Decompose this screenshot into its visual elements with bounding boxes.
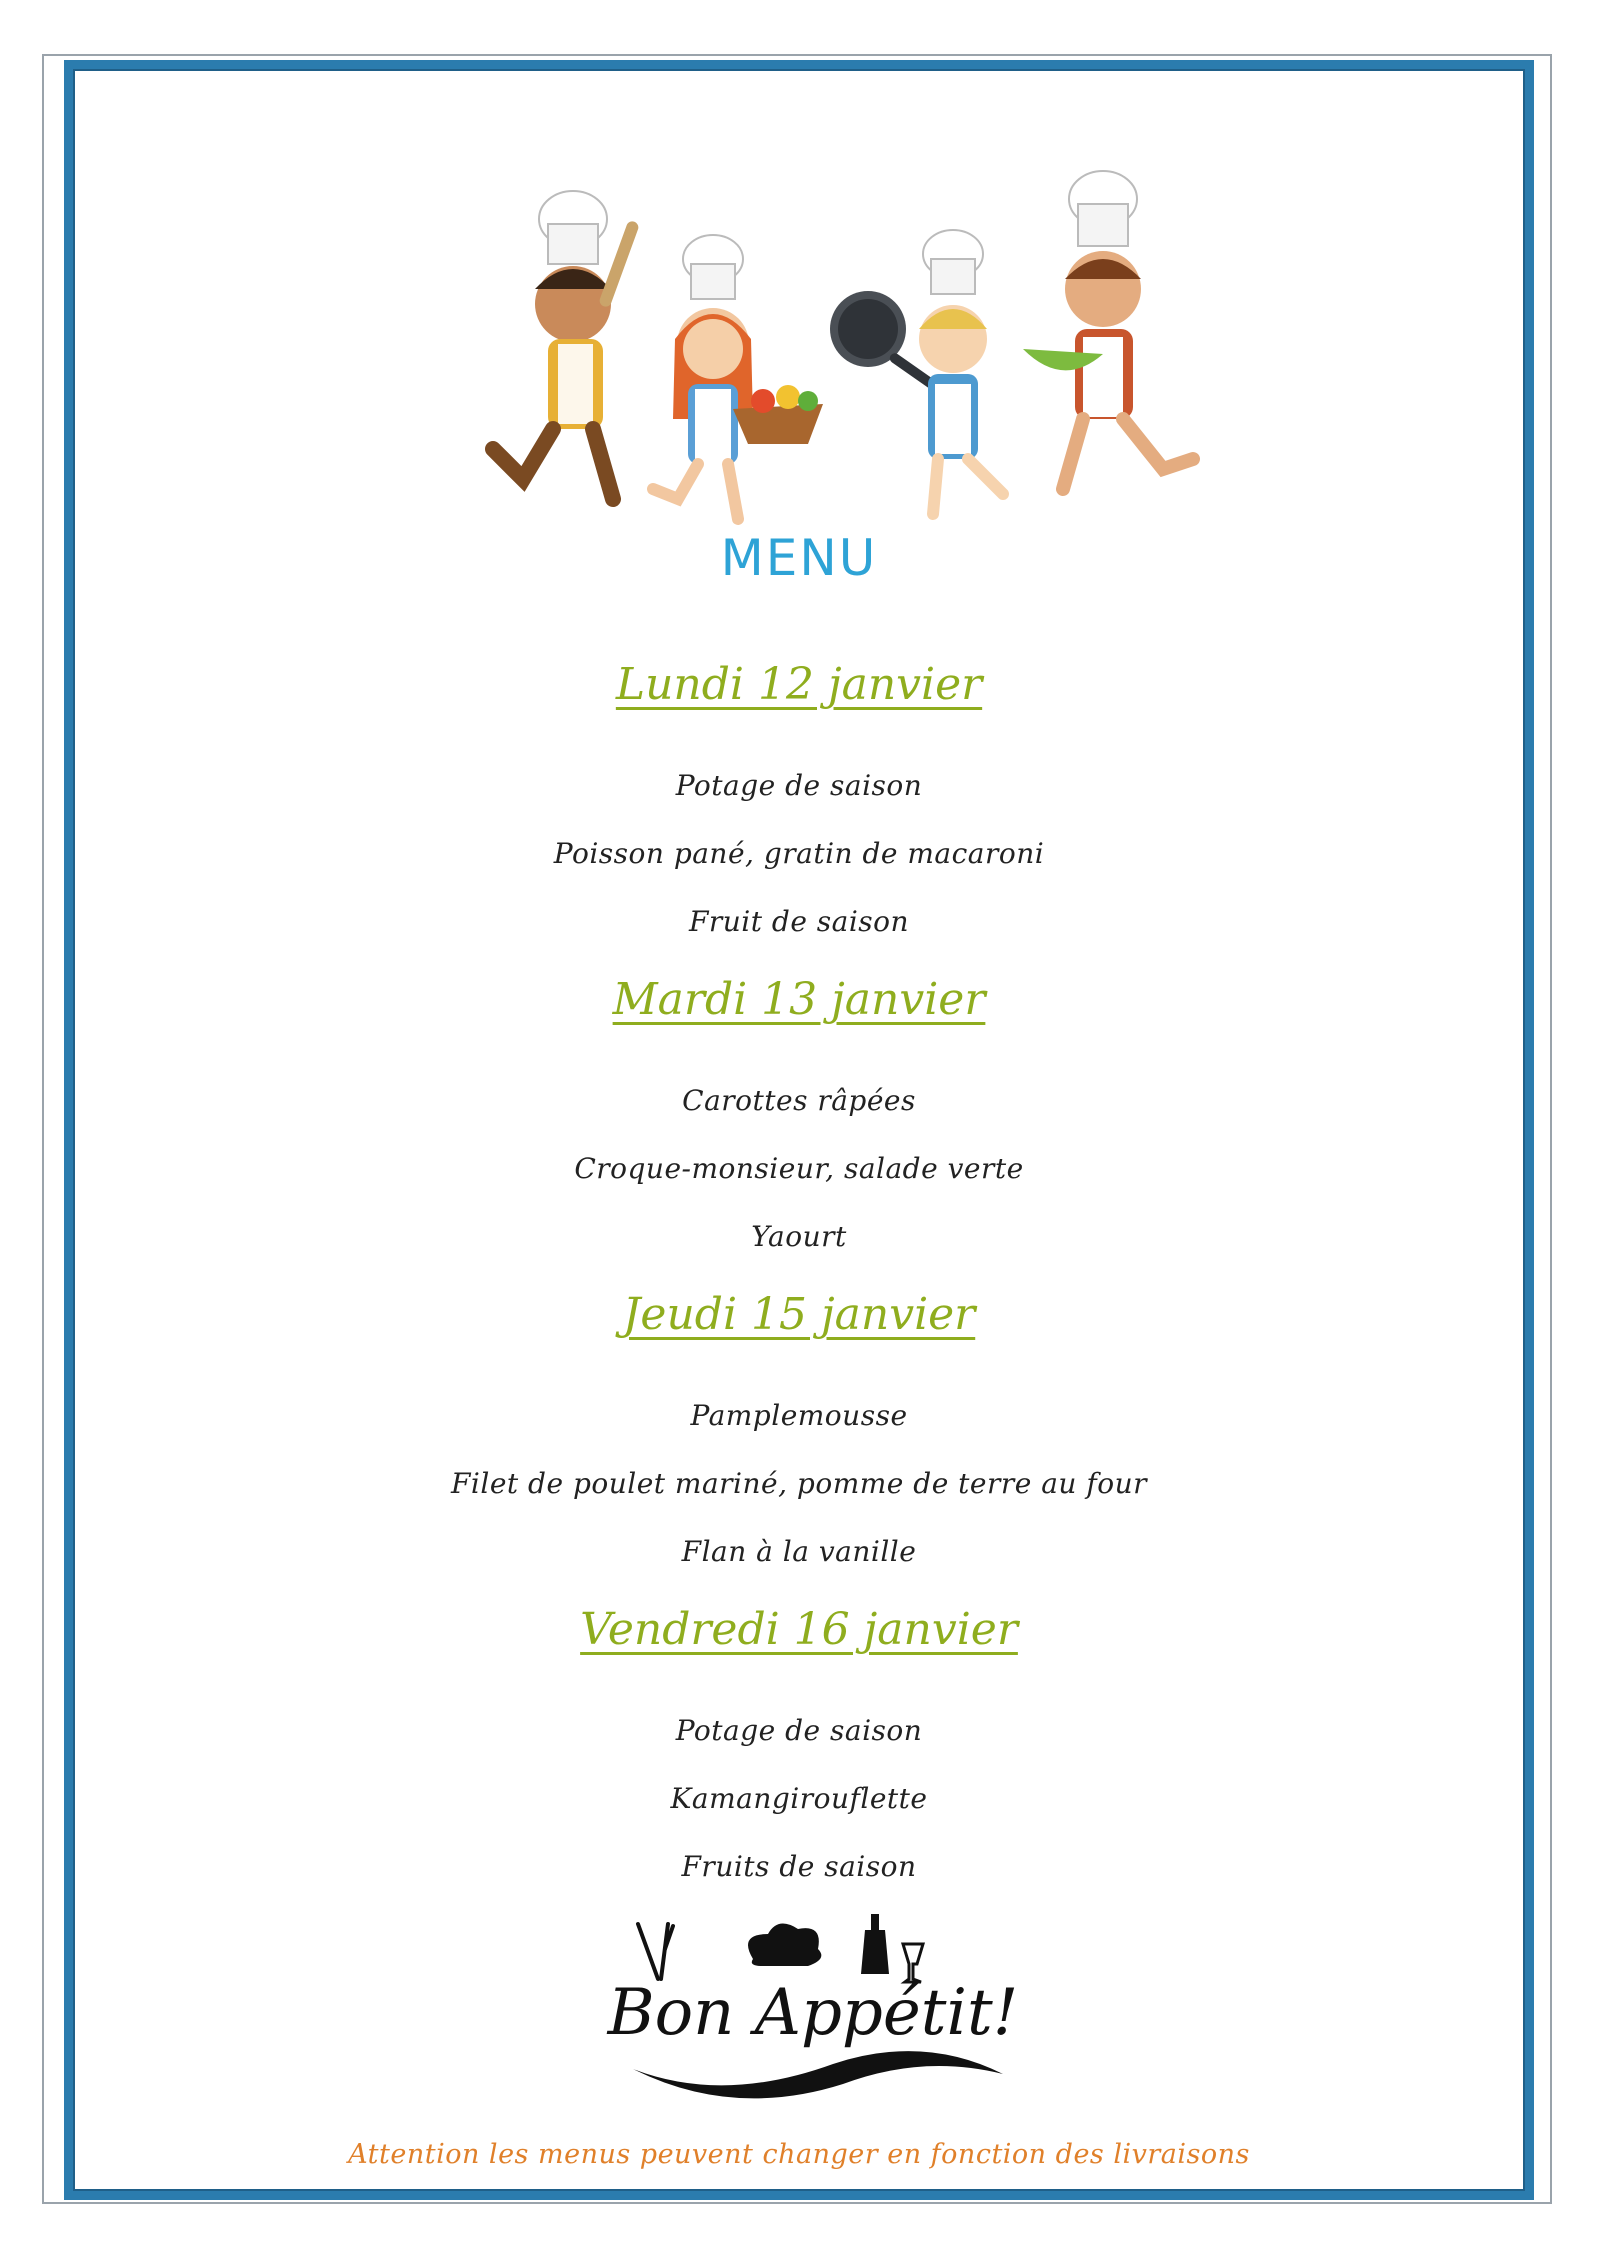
dish-item: Fruits de saison (681, 1850, 917, 1883)
kid-chef-1 (493, 191, 640, 499)
dish-item: Potage de saison (675, 769, 923, 802)
dish-item: Flan à la vanille (681, 1535, 917, 1568)
kid-chef-2 (653, 235, 823, 519)
dish-item: Pamplemousse (690, 1399, 908, 1432)
day-heading-lundi: Lundi 12 janvier (615, 659, 983, 710)
wine-bottle-icon (861, 1914, 889, 1974)
fork-knife-icon (638, 1924, 673, 1979)
dish-item: Filet de poulet mariné, pomme de terre au four (450, 1467, 1147, 1500)
kid-chef-3 (919, 230, 1003, 514)
kids-chefs-illustration (463, 139, 1223, 559)
dish-item: Croque-monsieur, salade verte (574, 1152, 1024, 1185)
dish-item: Kamangirouflette (670, 1782, 928, 1815)
bon-appetit-logo (603, 1904, 1023, 2114)
menu-page (73, 69, 1525, 2191)
footer-note: Attention les menus peuvent changer en fonction des livraisons (348, 2139, 1250, 2170)
dish-item: Poisson pané, gratin de macaroni (553, 837, 1045, 870)
day-heading-mardi: Mardi 13 janvier (612, 974, 986, 1025)
day-heading-vendredi: Vendredi 16 janvier (580, 1604, 1018, 1655)
bon-appetit-text: Bon Appétit! (607, 1976, 1019, 2050)
dish-item: Potage de saison (675, 1714, 923, 1747)
kid-chef-4 (1023, 171, 1193, 489)
dish-item: Fruit de saison (688, 905, 910, 938)
dish-item: Yaourt (751, 1220, 847, 1253)
day-heading-jeudi: Jeudi 15 janvier (622, 1289, 976, 1340)
menu-title: MENU (720, 529, 878, 587)
decorative-swash (633, 2051, 1003, 2098)
dish-item: Carottes râpées (682, 1084, 916, 1117)
chef-hat-icon (748, 1924, 821, 1966)
